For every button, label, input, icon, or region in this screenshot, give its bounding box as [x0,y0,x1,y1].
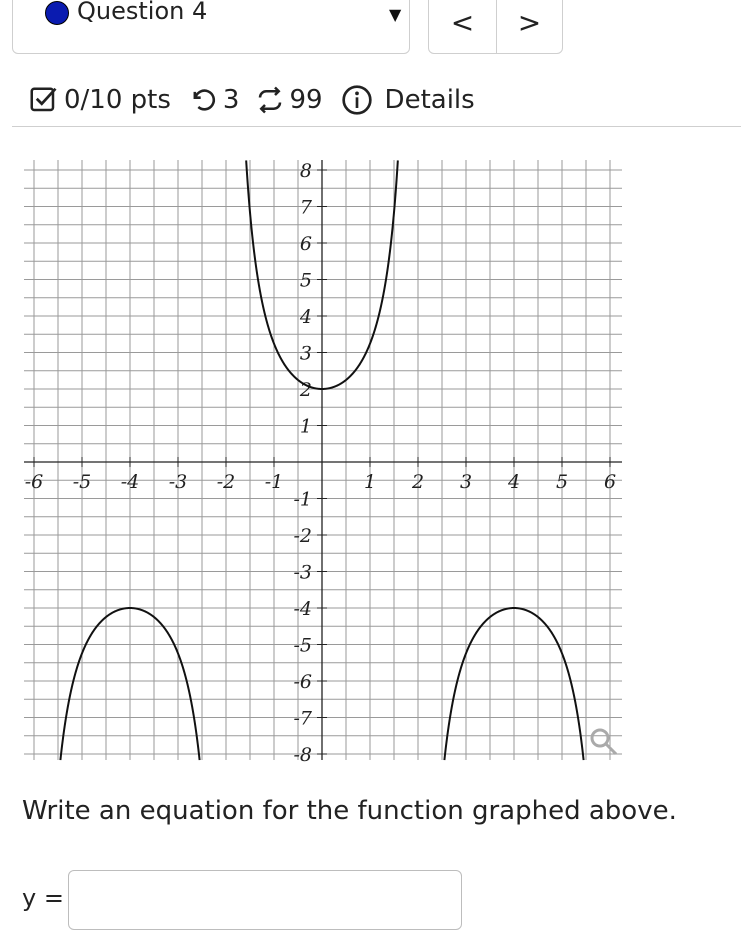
zoom-magnifier-icon[interactable] [592,730,616,754]
x-tick-label: -4 [120,471,140,493]
divider [12,126,741,127]
x-tick-label: 4 [507,471,521,493]
y-tick-label: 4 [299,306,312,328]
points-text: 0/10 pts [64,85,171,115]
score-check-icon [28,85,58,115]
x-tick-label: 5 [555,471,569,493]
y-tick-label: 3 [299,342,312,365]
question-status-dot [45,1,69,25]
details-link[interactable]: Details [384,85,475,115]
x-tick-label: -2 [216,471,236,493]
dropdown-caret-icon: ▼ [389,5,402,24]
y-tick-label: -8 [293,744,312,765]
x-tick-label: -3 [168,471,188,493]
info-icon[interactable] [341,84,373,116]
submissions-count: 99 [289,85,323,115]
function-graph [0,150,741,769]
graph-svg [0,150,741,765]
y-tick-label: -1 [293,488,312,511]
y-tick-label: -6 [293,671,312,693]
y-tick-label: 1 [299,415,312,438]
previous-question-button[interactable]: < [429,0,497,53]
y-tick-label: 8 [299,160,312,182]
question-prompt: Write an equation for the function graphed above. [22,796,677,826]
y-tick-label: 2 [299,379,312,401]
x-tick-label: 2 [411,471,425,493]
x-tick-label: 3 [459,471,473,493]
y-tick-label: -2 [293,525,312,547]
question-nav [428,0,563,54]
y-tick-label: -4 [293,598,312,620]
y-tick-label: -7 [293,707,312,730]
y-tick-label: 7 [299,196,312,219]
x-tick-label: -1 [264,471,284,493]
question-selector[interactable] [12,0,410,54]
y-tick-label: 5 [299,269,312,292]
y-tick-label: -5 [293,634,312,657]
retry-icon [189,86,217,114]
x-tick-label: 1 [363,471,377,493]
next-question-button[interactable]: > [517,5,542,39]
y-tick-label: 6 [299,233,312,255]
x-tick-label: -5 [72,471,92,493]
submissions-icon [255,85,285,115]
retries-count: 3 [222,85,240,115]
question-title: Question 4 [77,0,208,25]
y-tick-label: -3 [293,561,312,584]
question-meta [28,80,475,120]
x-tick-label: -6 [24,471,44,493]
answer-input[interactable] [68,870,462,930]
x-tick-label: 6 [603,471,617,493]
answer-label: y = [22,884,64,912]
